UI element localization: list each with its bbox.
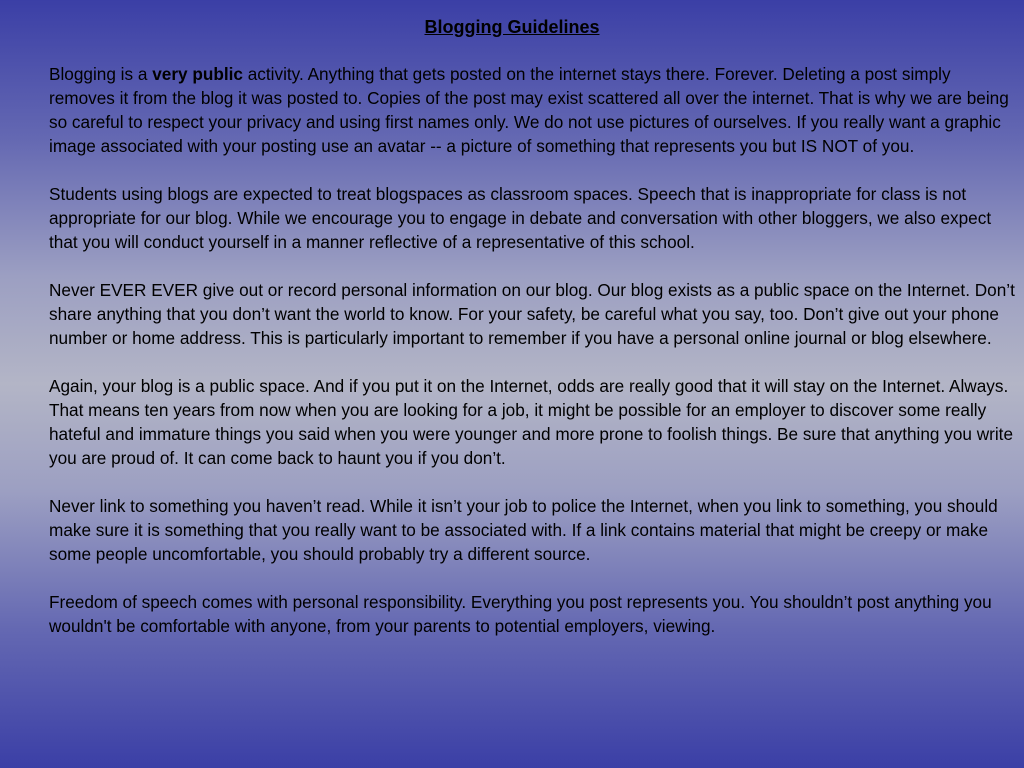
paragraph-public-space: Again, your blog is a public space. And if you put it on the Internet, odds are really good that it will stay on the Internet. Always. That means ten years from now when you are looking for a job, it might be possible for an employer to discover some really hateful and immature things you said when you were younger and more prone to foolish things. Be sure that anything you write you are proud of. It can come back to haunt you if you don’t.	[49, 376, 1014, 468]
paragraph-responsibility: Freedom of speech comes with personal responsibility. Everything you post represents you. You shouldn’t post anything you wouldn't be comfortable with anyone, from your parents to potential employers, viewing.	[49, 592, 992, 636]
paragraph-classroom-spaces: Students using blogs are expected to treat blogspaces as classroom spaces. Speech that is inappropriate for class is not appropriate for our blog. While we encourage you to engage in debate and conversation with other bloggers, we also expect that you will conduct yourself in a manner reflective of a representative of this school.	[49, 184, 992, 252]
paragraph-text: Blogging is a	[49, 64, 153, 84]
guidelines-body	[49, 62, 1015, 662]
paragraph-linking: Never link to something you haven’t read. While it isn’t your job to police the Internet, when you link to something, you should make sure it is something that you really want to be associated with. If a link contains material that might be creepy or make some people uncomfortable, you should probably try a different source.	[49, 496, 998, 564]
paragraph-text: activity. Anything that gets posted on the internet stays there. Forever. Deleting a post simply removes it from the blog it was posted to. Copies of the post may exist scattered all over the internet. That is why we are being so careful to respect your privacy and using first names only. We do not use pictures of ourselves. If you really want a graphic image associated with your posting use an avatar -- a picture of something that represents you but IS NOT of you.	[49, 64, 1009, 156]
paragraph-public-activity	[49, 62, 1015, 158]
page-title: Blogging Guidelines	[424, 17, 600, 37]
paragraph-personal-information: Never EVER EVER give out or record personal information on our blog. Our blog exists as a public space on the Internet. Don’t share anything that you don’t want the world to know. For your safety, be careful what you say, too. Don’t give out your phone number or home address. This is particularly important to remember if you have a personal online journal or blog elsewhere.	[49, 280, 1015, 348]
emphasis-text: very public	[152, 64, 243, 84]
